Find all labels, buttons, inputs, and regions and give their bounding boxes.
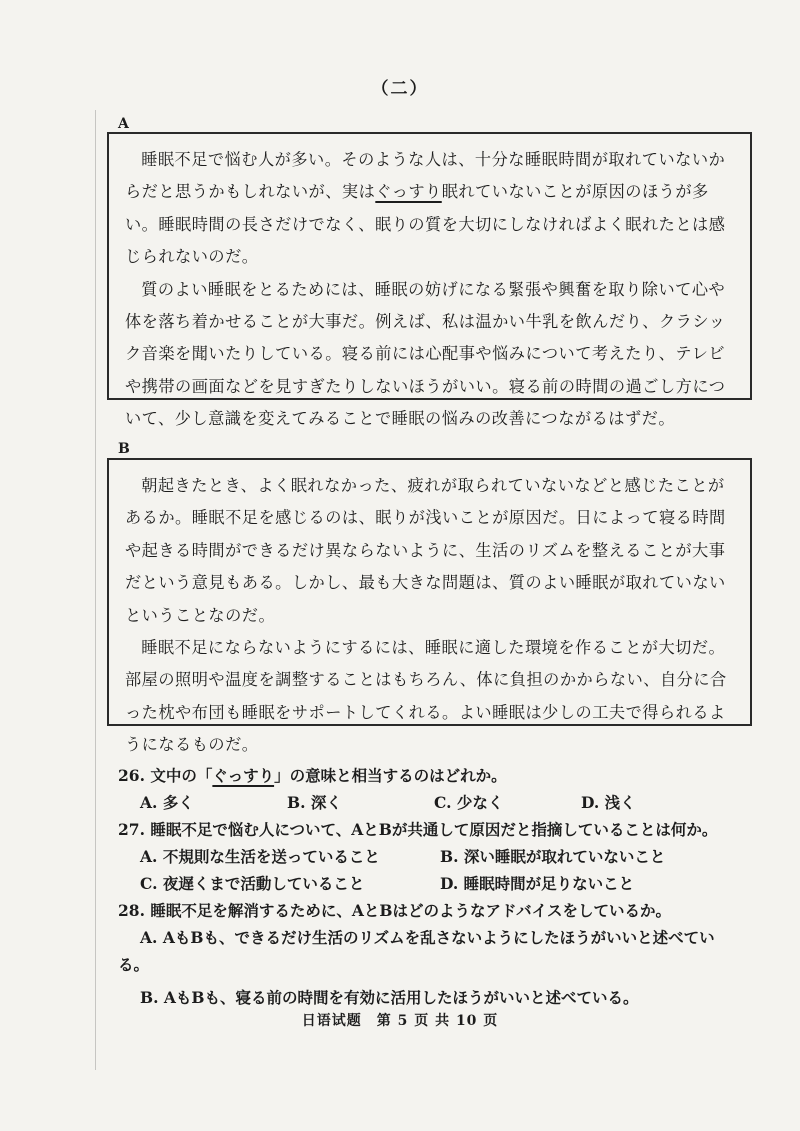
q26-option-c: C. 少なく	[434, 793, 504, 812]
question-26-options	[118, 789, 743, 816]
passage-b-paragraph-1: 朝起きたとき、よく眠れなかった、疲れが取られていないなどと感じたことがあるか。睡眠不足を感じるのは、眠りが浅いことが原因だ。日によって寝る時間や起きる時間ができるだけ異ならないように、生活のリズムを整えることが大事だという意見もある。しかし、最も大きな問題は、質のよい睡眠が取れていないということなのだ。	[125, 476, 726, 625]
q27-option-b: B. 深い睡眠が取れていないこと	[440, 847, 666, 866]
passage-a-p1-text: 睡眠不足で悩む人が多い。そのような人は、十分な睡眠時間が取れていないからだと思うかもしれないが、実は	[125, 150, 726, 202]
section-title: （二）	[371, 79, 429, 99]
passage-a-label: A	[118, 116, 129, 132]
passage-b-label: B	[118, 441, 130, 457]
question-26	[118, 762, 743, 789]
passage-a-p1-text-end: 眠れていないことが原因のほうが多い。睡眠時間の長さだけでなく、眠りの質を大切にしなければよく眠れたとは感じられないのだ。	[125, 182, 726, 267]
passage-a-paragraph-2: 質のよい睡眠をとるためには、睡眠の妨げになる緊張や興奮を取り除いて心や体を落ち着かせることが大事だ。例えば、私は温かい牛乳を飲んだり、クラシック音楽を聞いたりしている。寝る前には心配事や悩みについて考えたり、テレビや携帯の画面などを見すぎたりしないほうがいい。寝る前の時間の過ごし方について、少し意識を変えてみることで睡眠の悩みの改善につながるはずだ。	[125, 279, 726, 429]
q28-option-b: B. AもBも、寝る前の時間を有効に活用したほうがいいと述べている。	[140, 988, 639, 1007]
underlined-word: ぐっすり	[375, 182, 442, 202]
q26-option-a: A. 多く	[140, 793, 194, 812]
question-27: 27. 睡眠不足で悩む人について、AとBが共通して原因だと指摘していることは何か。	[118, 820, 718, 839]
passage-a-box	[107, 132, 752, 429]
q26-stem-start: 26. 文中の「	[118, 766, 213, 785]
q28-option-a: A. AもBも、できるだけ生活のリズムを乱さないようにしたほうがいいと述べてい	[140, 928, 715, 947]
q26-option-b: B. 深く	[287, 793, 342, 812]
q27-option-d: D. 睡眠時間が足りないこと	[440, 874, 635, 893]
passage-b-box	[107, 458, 752, 755]
passage-b-paragraph-2: 睡眠不足にならないようにするには、睡眠に適した環境を作ることが大切だ。部屋の照明や温度を調整することはもちろん、体に負担のかからない、自分に合った枕や布団も睡眠をサポートしてくれる。よい睡眠は少しの工夫で得られるようになるものだ。	[125, 638, 727, 755]
question-27-options	[118, 843, 743, 897]
question-block	[118, 762, 743, 1011]
page-footer: 日语试题 第 5 页 共 10 页	[301, 1013, 499, 1029]
page-edge-shadow	[95, 110, 96, 1070]
q26-underlined-word: ぐっすり	[212, 766, 275, 785]
q28-option-a-continued: る。	[118, 955, 150, 974]
passage-a-paragraph-1	[125, 144, 740, 274]
q27-option-c: C. 夜遅くまで活動していること	[140, 874, 365, 893]
q26-option-d: D. 浅く	[581, 793, 636, 812]
question-28: 28. 睡眠不足を解消するために、AとBはどのようなアドバイスをしているか。	[118, 901, 672, 920]
q26-stem-end: 」の意味と相当するのはどれか。	[274, 766, 507, 785]
q27-option-a: A. 不規則な生活を送っていること	[140, 847, 380, 866]
